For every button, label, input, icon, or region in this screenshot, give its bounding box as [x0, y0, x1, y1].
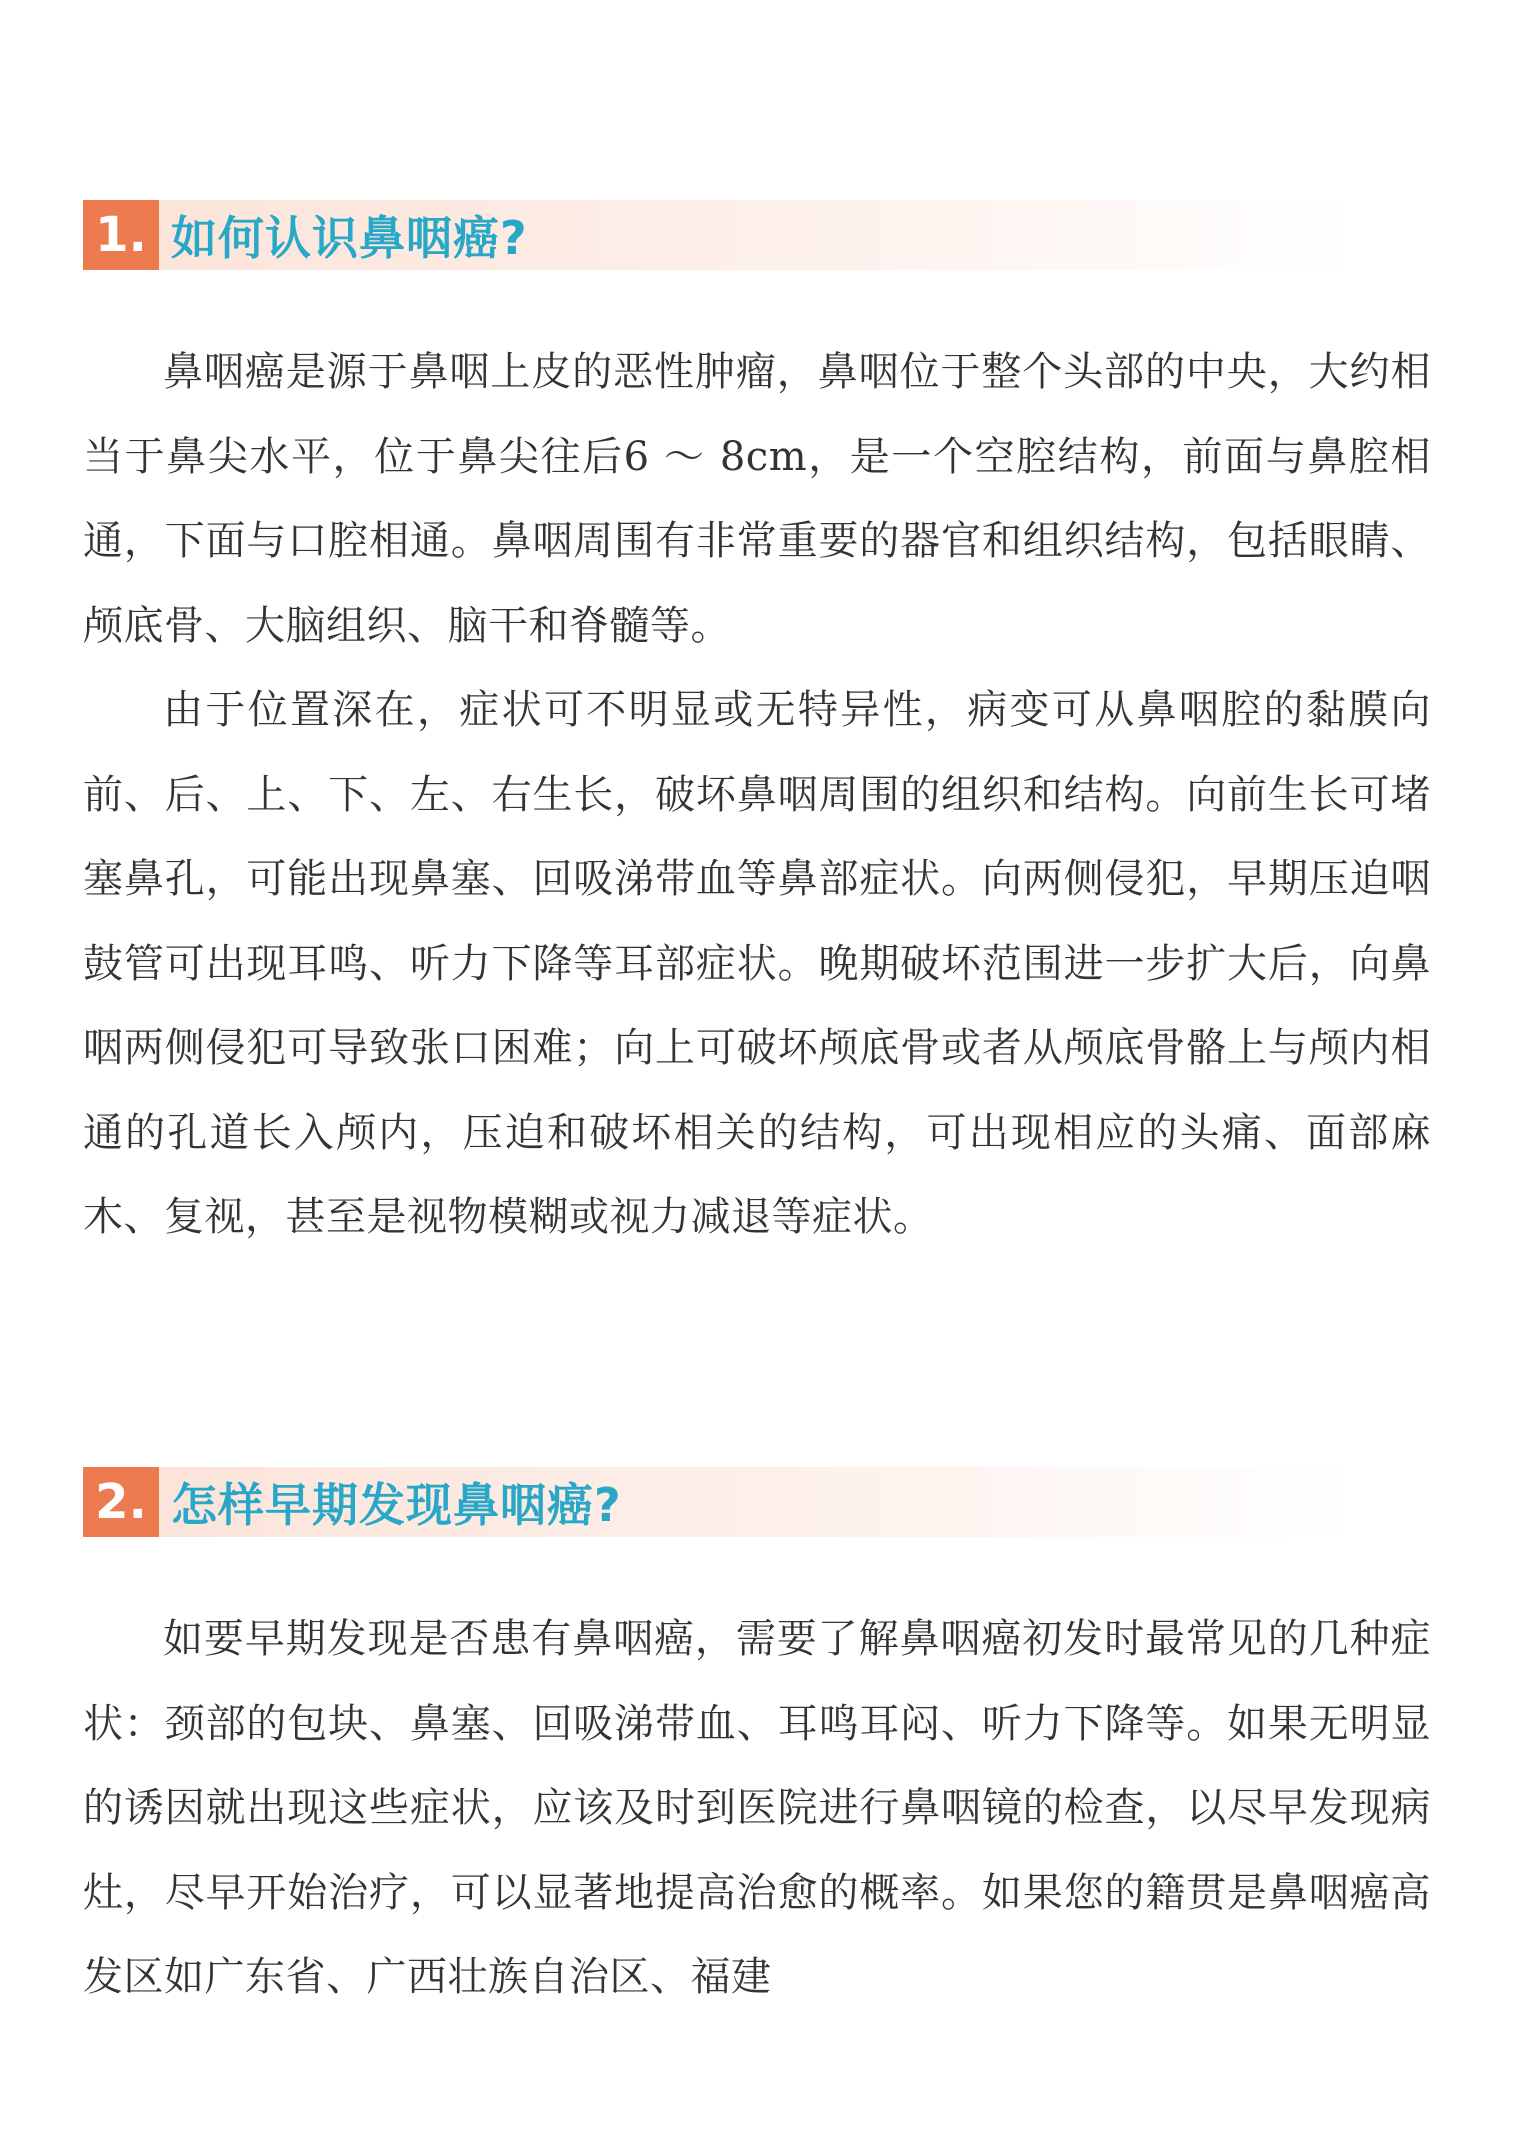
section-1-heading — [83, 200, 1431, 270]
section-1-paragraph-2: 由于位置深在，症状可不明显或无特异性，病变可从鼻咽腔的黏膜向前、后、上、下、左、右生长，破坏鼻咽周围的组织和结构。向前生长可堵塞鼻孔，可能出现鼻塞、回吸涕带血等鼻部症状。向两侧侵犯，早期压迫咽鼓管可出现耳鸣、听力下降等耳部症状。晚期破坏范围进一步扩大后，向鼻咽两侧侵犯可导致张口困难；向上可破坏颅底骨或者从颅底骨骼上与颅内相通的孔道长入颅内，压迫和破坏相关的结构，可出现相应的头痛、面部麻木、复视，甚至是视物模糊或视力减退等症状。 — [83, 687, 1431, 1240]
section-2 — [83, 1467, 1431, 2000]
section-number: 2. — [83, 1467, 159, 1537]
section-number: 1. — [83, 200, 159, 270]
section-1-paragraph-1: 鼻咽癌是源于鼻咽上皮的恶性肿瘤，鼻咽位于整个头部的中央，大约相当于鼻尖水平，位于鼻尖往后6 ～ 8cm，是一个空腔结构，前面与鼻腔相通，下面与口腔相通。鼻咽周围有非常重要的器官和组织结构，包括眼睛、颅底骨、大脑组织、脑干和脊髓等。 — [83, 349, 1431, 649]
section-title: 怎样早期发现鼻咽癌? — [171, 1478, 622, 1532]
section-2-paragraph-1: 如要早期发现是否患有鼻咽癌，需要了解鼻咽癌初发时最常见的几种症状：颈部的包块、鼻塞、回吸涕带血、耳鸣耳闷、听力下降等。如果无明显的诱因就出现这些症状，应该及时到医院进行鼻咽镜的检查，以尽早发现病灶，尽早开始治疗，可以显著地提高治愈的概率。如果您的籍贯是鼻咽癌高发区如广东省、广西壮族自治区、福建 — [83, 1616, 1431, 2000]
section-title: 如何认识鼻咽癌? — [171, 211, 528, 265]
section-1 — [83, 200, 1431, 1240]
section-2-heading — [83, 1467, 1431, 1537]
